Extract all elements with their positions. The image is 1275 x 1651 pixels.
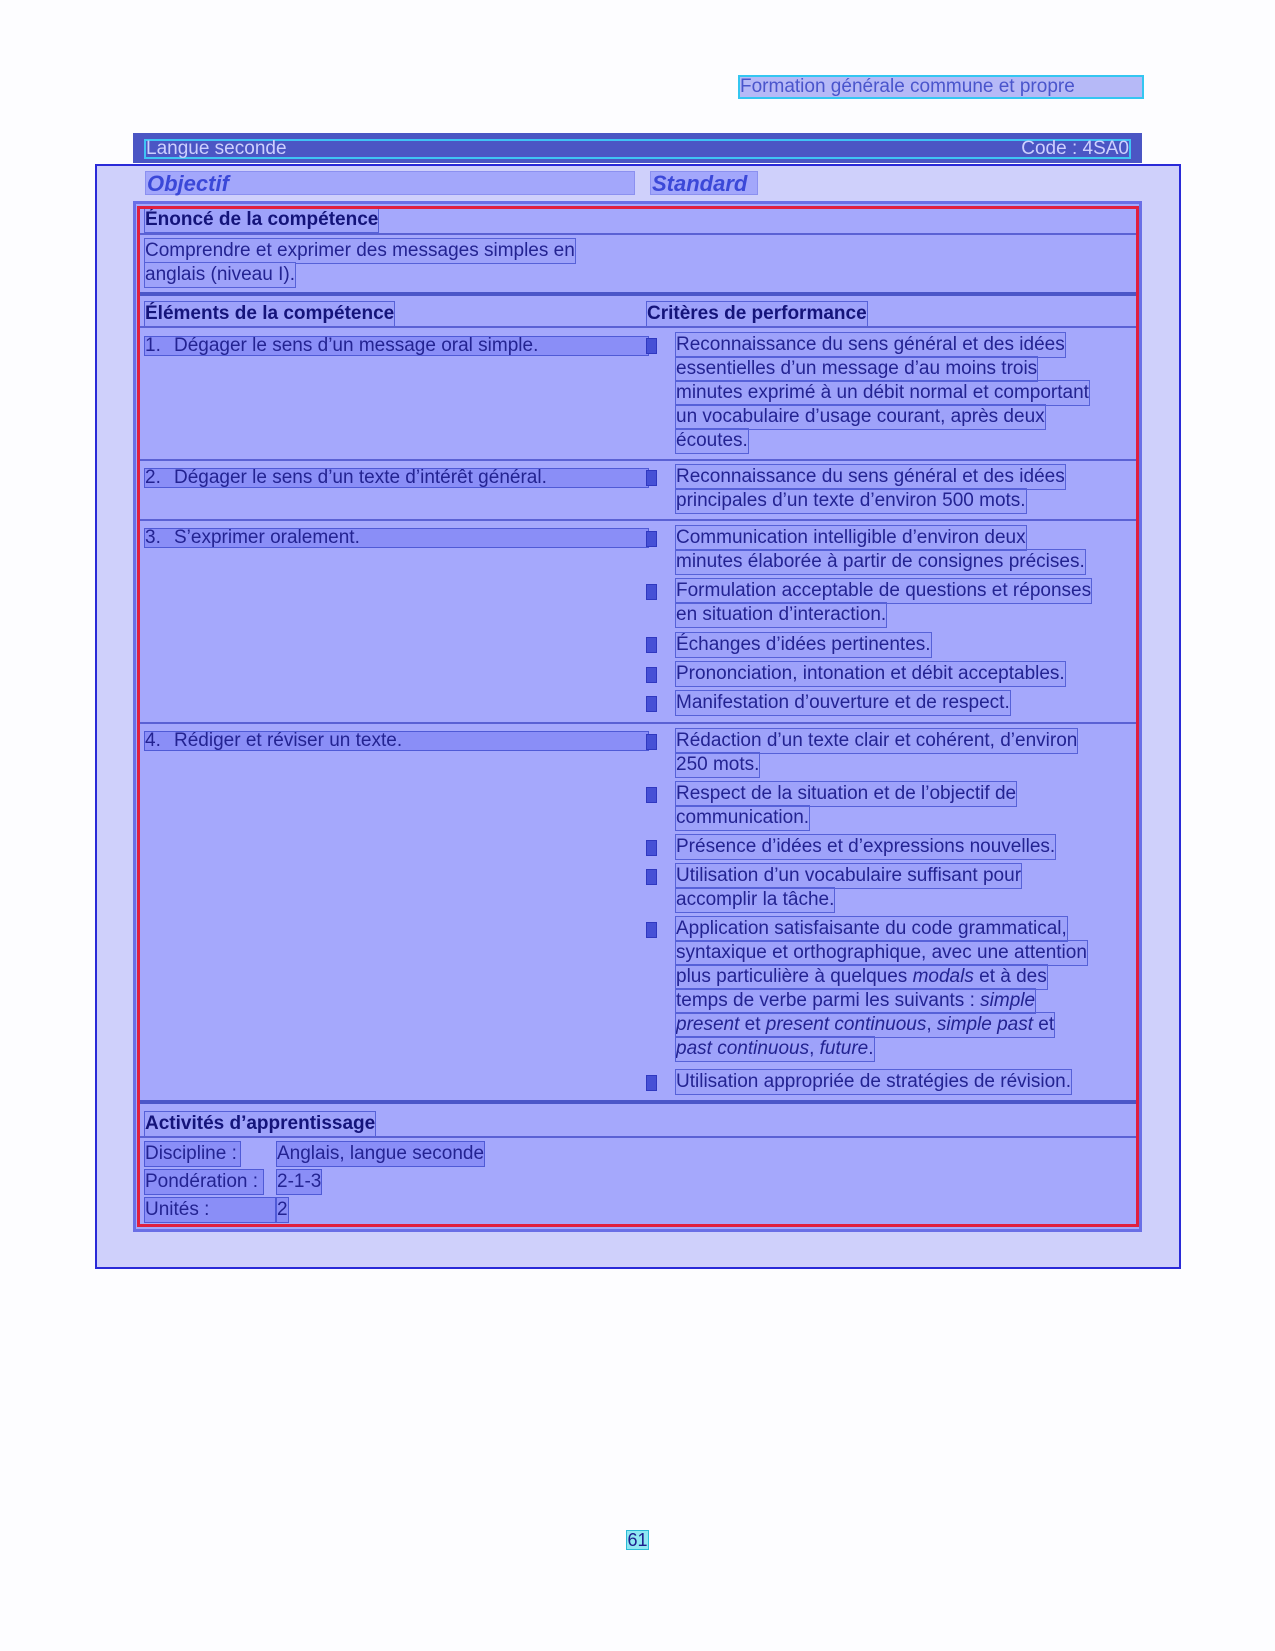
page-number: 61 [627, 1530, 648, 1550]
criterion-line: Reconnaissance du sens général et des idées [676, 466, 1065, 487]
bullet-icon [647, 471, 656, 485]
bullet-icon [647, 585, 656, 599]
competence-text-line1: Comprendre et exprimer des messages simples en [145, 240, 575, 261]
element-label: Rédiger et réviser un texte. [174, 730, 403, 751]
criterion-line: plus particulière à quelques modals et à des [676, 966, 1047, 987]
criterion [676, 333, 1131, 453]
criterion [676, 835, 1131, 859]
criterion-line: Communication intelligible d’environ deux [676, 527, 1026, 548]
course-bar [133, 133, 1142, 163]
bullet-icon [647, 532, 656, 546]
bullet-icon [647, 638, 656, 652]
criterion [676, 782, 1131, 830]
criterion-line: essentielles d’un message d’au moins trois [676, 358, 1038, 379]
criterion [676, 691, 1131, 715]
criterion-line: Manifestation d’ouverture et de respect. [676, 692, 1010, 713]
criterion-line: accomplir la tâche. [676, 889, 835, 910]
criterion [676, 662, 1131, 686]
element-row-3 [145, 529, 648, 547]
row-divider [137, 519, 1137, 521]
element-row-2 [145, 469, 648, 487]
criterion-line: Utilisation appropriée de stratégies de révision. [676, 1071, 1071, 1092]
criterion [676, 1070, 1131, 1094]
element-label: S’exprimer oralement. [174, 527, 360, 548]
course-code: Code : 4SA0 [1021, 138, 1129, 159]
criterion-line: Formulation acceptable de questions et réponses [676, 580, 1092, 601]
section-divider [137, 292, 1137, 296]
criterion-line: Reconnaissance du sens général et des idées [676, 334, 1065, 355]
heading-standard: Standard [650, 171, 758, 195]
bullet-icon [647, 870, 656, 884]
criterion-line: Application satisfaisante du code grammatical, [676, 918, 1067, 939]
criterion-line: 250 mots. [676, 754, 760, 775]
criterion-line: un vocabulaire d’usage courant, après deux [676, 406, 1045, 427]
criterion-line: Utilisation d’un vocabulaire suffisant pour [676, 865, 1022, 886]
element-number: 3. [145, 527, 161, 548]
course-name: Langue seconde [146, 138, 287, 159]
unites-label: Unités : [145, 1198, 275, 1222]
bullet-icon [647, 668, 656, 682]
criterion-line: écoutes. [676, 430, 748, 451]
discipline-value: Anglais, langue seconde [277, 1143, 485, 1164]
criterion-line: communication. [676, 807, 810, 828]
criterion [676, 633, 1131, 657]
row-divider [137, 722, 1137, 724]
criterion-line: minutes exprimé à un débit normal et comportant [676, 382, 1089, 403]
criterion-line: minutes élaborée à partir de consignes précises. [676, 551, 1085, 572]
bullet-icon [647, 788, 656, 802]
activites-title: Activités d’apprentissage [145, 1113, 376, 1134]
element-row-4 [145, 732, 648, 750]
competence-text-line2: anglais (niveau I). [145, 264, 295, 285]
criterion-line: Rédaction d’un texte clair et cohérent, d’environ [676, 730, 1078, 751]
section-divider [137, 1100, 1137, 1104]
criterion-line: Présence d’idées et d’expressions nouvelles. [676, 836, 1056, 857]
divider [137, 1136, 1137, 1138]
element-number: 4. [145, 730, 161, 751]
bullet-icon [647, 1076, 656, 1090]
competence-title: Énoncé de la compétence [145, 209, 379, 230]
element-label: Dégager le sens d’un message oral simple. [174, 335, 539, 356]
bullet-icon [647, 923, 656, 937]
criterion [676, 729, 1131, 777]
criterion-line: en situation d’interaction. [676, 604, 887, 625]
criterion [676, 864, 1131, 912]
unites-value: 2 [277, 1199, 288, 1220]
ponderation-label: Pondération : [145, 1170, 263, 1194]
bullet-icon [647, 339, 656, 353]
page-header-text: Formation générale commune et propre [740, 77, 1142, 97]
criterion-line: present et present continuous, simple past et [676, 1014, 1055, 1035]
bullet-icon [647, 735, 656, 749]
bullet-icon [647, 841, 656, 855]
criterion [676, 526, 1131, 574]
criterion-line: syntaxique et orthographique, avec une attention [676, 942, 1087, 963]
criterion [676, 465, 1131, 513]
criterion-line: past continuous, future. [676, 1038, 874, 1059]
criterion-line: Échanges d’idées pertinentes. [676, 634, 931, 655]
heading-objectif: Objectif [145, 171, 635, 195]
criterion [676, 917, 1131, 1061]
course-bar-inner [144, 139, 1131, 159]
divider [137, 326, 1137, 328]
ponderation-value: 2-1-3 [277, 1171, 322, 1192]
bullet-icon [647, 697, 656, 711]
element-label: Dégager le sens d’un texte d’intérêt général. [174, 467, 547, 488]
col-header-elements: Éléments de la compétence [145, 303, 395, 324]
col-header-criteres: Critères de performance [647, 303, 867, 324]
criterion-line: principales d’un texte d’environ 500 mots. [676, 490, 1026, 511]
criterion-line: Prononciation, intonation et débit acceptables. [676, 663, 1065, 684]
element-row-1 [145, 337, 648, 355]
criterion [676, 579, 1131, 627]
discipline-label: Discipline : [145, 1142, 240, 1166]
element-number: 1. [145, 335, 161, 356]
criterion-line: temps de verbe parmi les suivants : simple [676, 990, 1036, 1011]
divider [137, 233, 1137, 235]
element-number: 2. [145, 467, 161, 488]
criterion-line: Respect de la situation et de l’objectif de [676, 783, 1017, 804]
row-divider [137, 459, 1137, 461]
